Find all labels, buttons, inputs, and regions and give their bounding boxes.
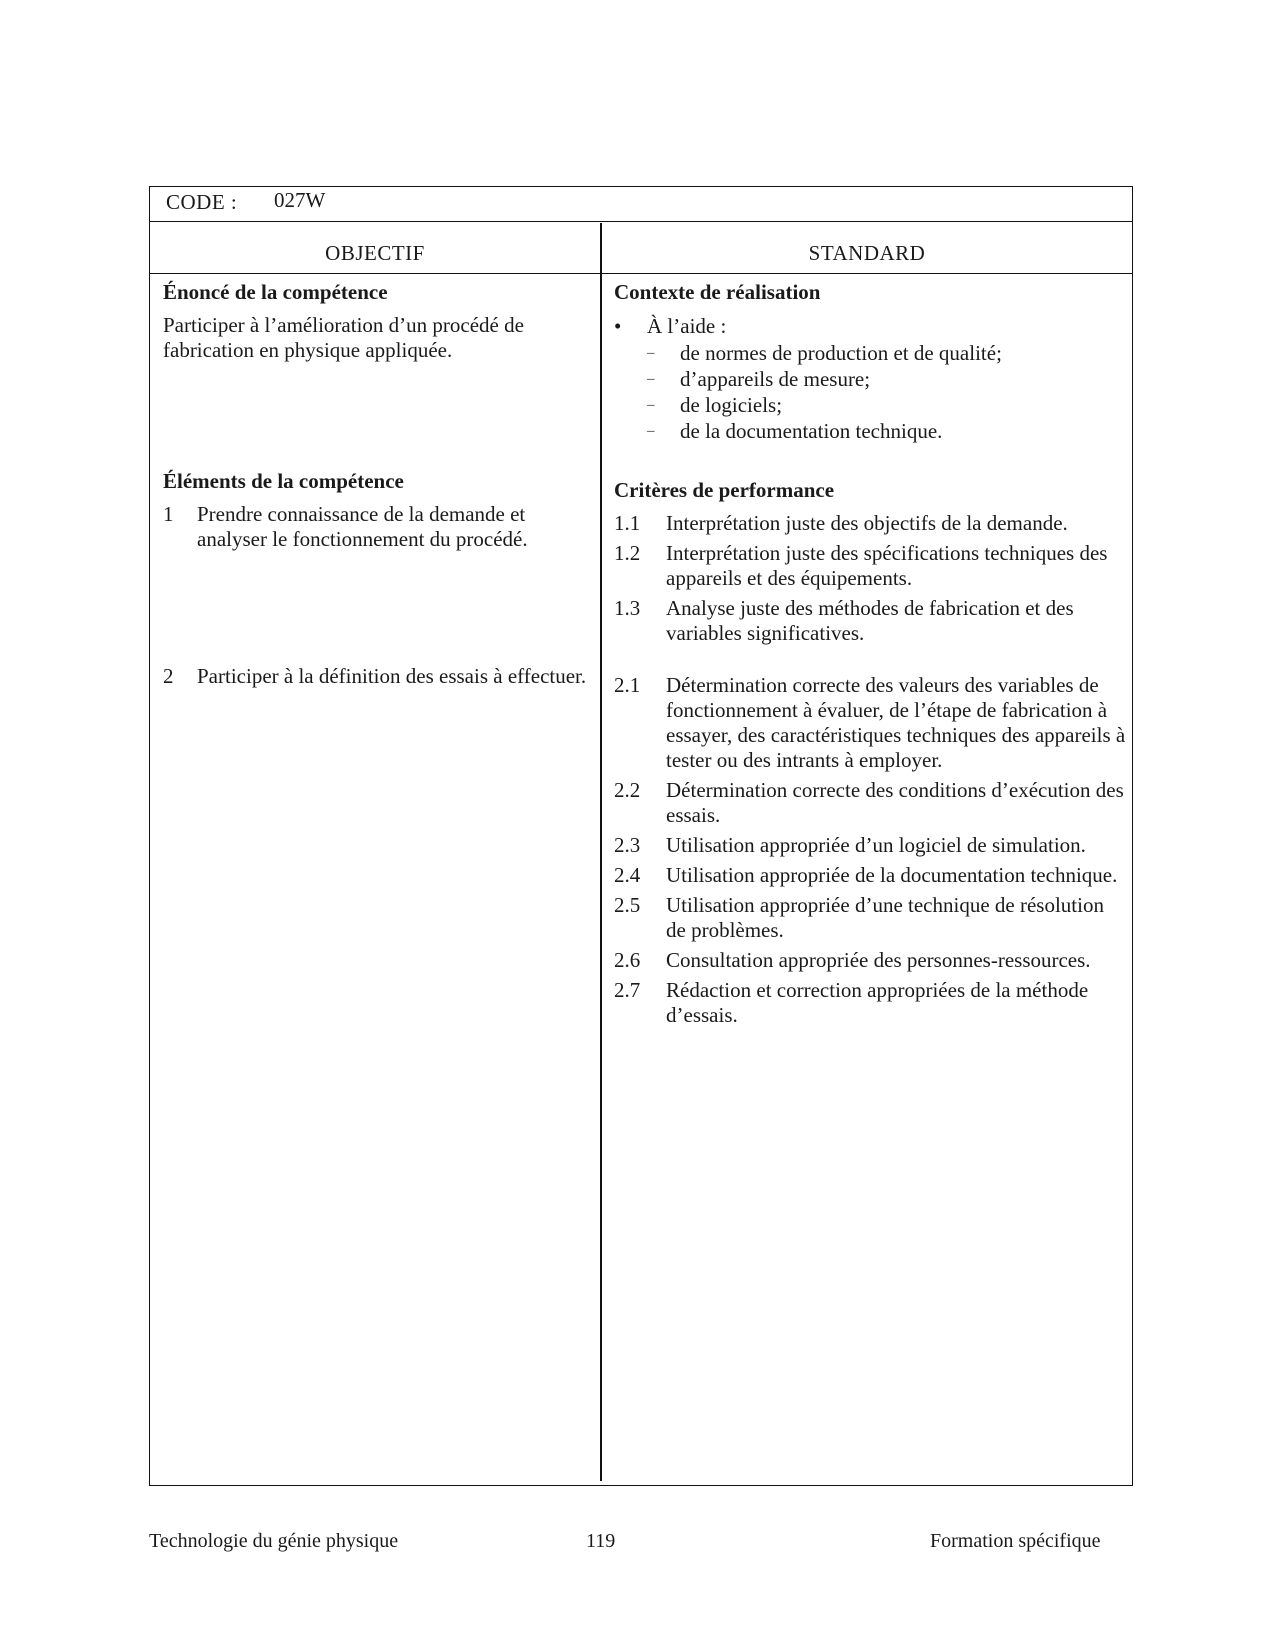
critere-text: Utilisation appropriée d’une technique de résolution de problèmes. (666, 893, 1104, 942)
critere-number: 1.1 (614, 511, 641, 535)
critere-text: Détermination correcte des conditions d’exécution des essais. (666, 778, 1124, 827)
critere-number: 2.3 (614, 833, 641, 857)
elements-title: Éléments de la compétence (163, 469, 404, 493)
column-header-row (150, 221, 1132, 274)
objectif-column (163, 275, 593, 689)
critere-item (614, 673, 1126, 773)
critere-number: 2.7 (614, 978, 641, 1002)
aide-item (647, 366, 1126, 392)
standard-header: STANDARD (808, 241, 926, 265)
aide-bullet (614, 313, 1126, 340)
competency-table (149, 186, 1133, 1486)
element-item-1 (163, 502, 593, 552)
bullet-icon: • (614, 314, 622, 338)
dash-icon: – (647, 423, 655, 439)
critere-text: Interprétation juste des objectifs de la demande. (666, 511, 1068, 535)
contexte-title: Contexte de réalisation (614, 280, 821, 304)
code-value: 027W (274, 188, 326, 212)
enonce-text: Participer à l’amélioration d’un procédé de fabrication en physique appliquée. (163, 313, 524, 362)
critere-number: 2.1 (614, 673, 641, 697)
critere-item (614, 893, 1126, 943)
aide-item-text: d’appareils de mesure; (680, 367, 871, 391)
column-divider (600, 223, 602, 1481)
dash-icon: – (647, 345, 655, 361)
critere-text: Interprétation juste des spécifications techniques des appareils et des équipements. (666, 541, 1108, 590)
critere-item (614, 948, 1126, 973)
aide-item (647, 340, 1126, 366)
critere-text: Analyse juste des méthodes de fabrication et des variables significatives. (666, 596, 1074, 645)
standard-column (614, 275, 1126, 1033)
critere-number: 2.2 (614, 778, 641, 802)
aide-item-text: de la documentation technique. (680, 419, 943, 443)
critere-number: 2.6 (614, 948, 641, 972)
critere-item (614, 541, 1126, 591)
aide-label: À l’aide : (647, 314, 727, 338)
critere-text: Utilisation appropriée d’un logiciel de simulation. (666, 833, 1086, 857)
critere-number: 2.5 (614, 893, 641, 917)
footer-page-number: 119 (586, 1530, 616, 1552)
aide-item-text: de logiciels; (680, 393, 783, 417)
critere-text: Utilisation appropriée de la documentation technique. (666, 863, 1118, 887)
critere-item (614, 778, 1126, 828)
criteres-title: Critères de performance (614, 478, 835, 502)
critere-text: Rédaction et correction appropriées de la méthode d’essais. (666, 978, 1089, 1027)
critere-item (614, 511, 1126, 536)
dash-icon: – (647, 397, 655, 413)
critere-item (614, 978, 1126, 1028)
element-number: 2 (163, 664, 174, 688)
code-label: CODE : (166, 190, 238, 214)
aide-item (647, 418, 1126, 444)
objectif-header: OBJECTIF (325, 241, 425, 265)
element-text: Prendre connaissance de la demande et analyser le fonctionnement du procédé. (197, 502, 528, 551)
enonce-title: Énoncé de la compétence (163, 280, 388, 304)
critere-item (614, 596, 1126, 646)
footer-section-name: Formation spécifique (930, 1530, 1101, 1552)
critere-text: Consultation appropriée des personnes-ressources. (666, 948, 1091, 972)
aide-item (647, 392, 1126, 418)
critere-number: 1.3 (614, 596, 641, 620)
critere-text: Détermination correcte des valeurs des variables de fonctionnement à évaluer, de l’étape de fabrication à essayer, des caractéristiques techniques des appareils à tester ou des intrants à employer. (666, 673, 1126, 772)
footer-program-name: Technologie du génie physique (149, 1530, 399, 1552)
aide-item-text: de normes de production et de qualité; (680, 341, 1002, 365)
element-number: 1 (163, 502, 174, 526)
critere-item (614, 833, 1126, 858)
element-item-2 (163, 664, 593, 689)
critere-item (614, 863, 1126, 888)
critere-number: 1.2 (614, 541, 641, 565)
code-row (150, 187, 1132, 222)
aide-list (647, 340, 1126, 444)
critere-number: 2.4 (614, 863, 641, 887)
dash-icon: – (647, 371, 655, 387)
element-text: Participer à la définition des essais à effectuer. (197, 664, 587, 688)
